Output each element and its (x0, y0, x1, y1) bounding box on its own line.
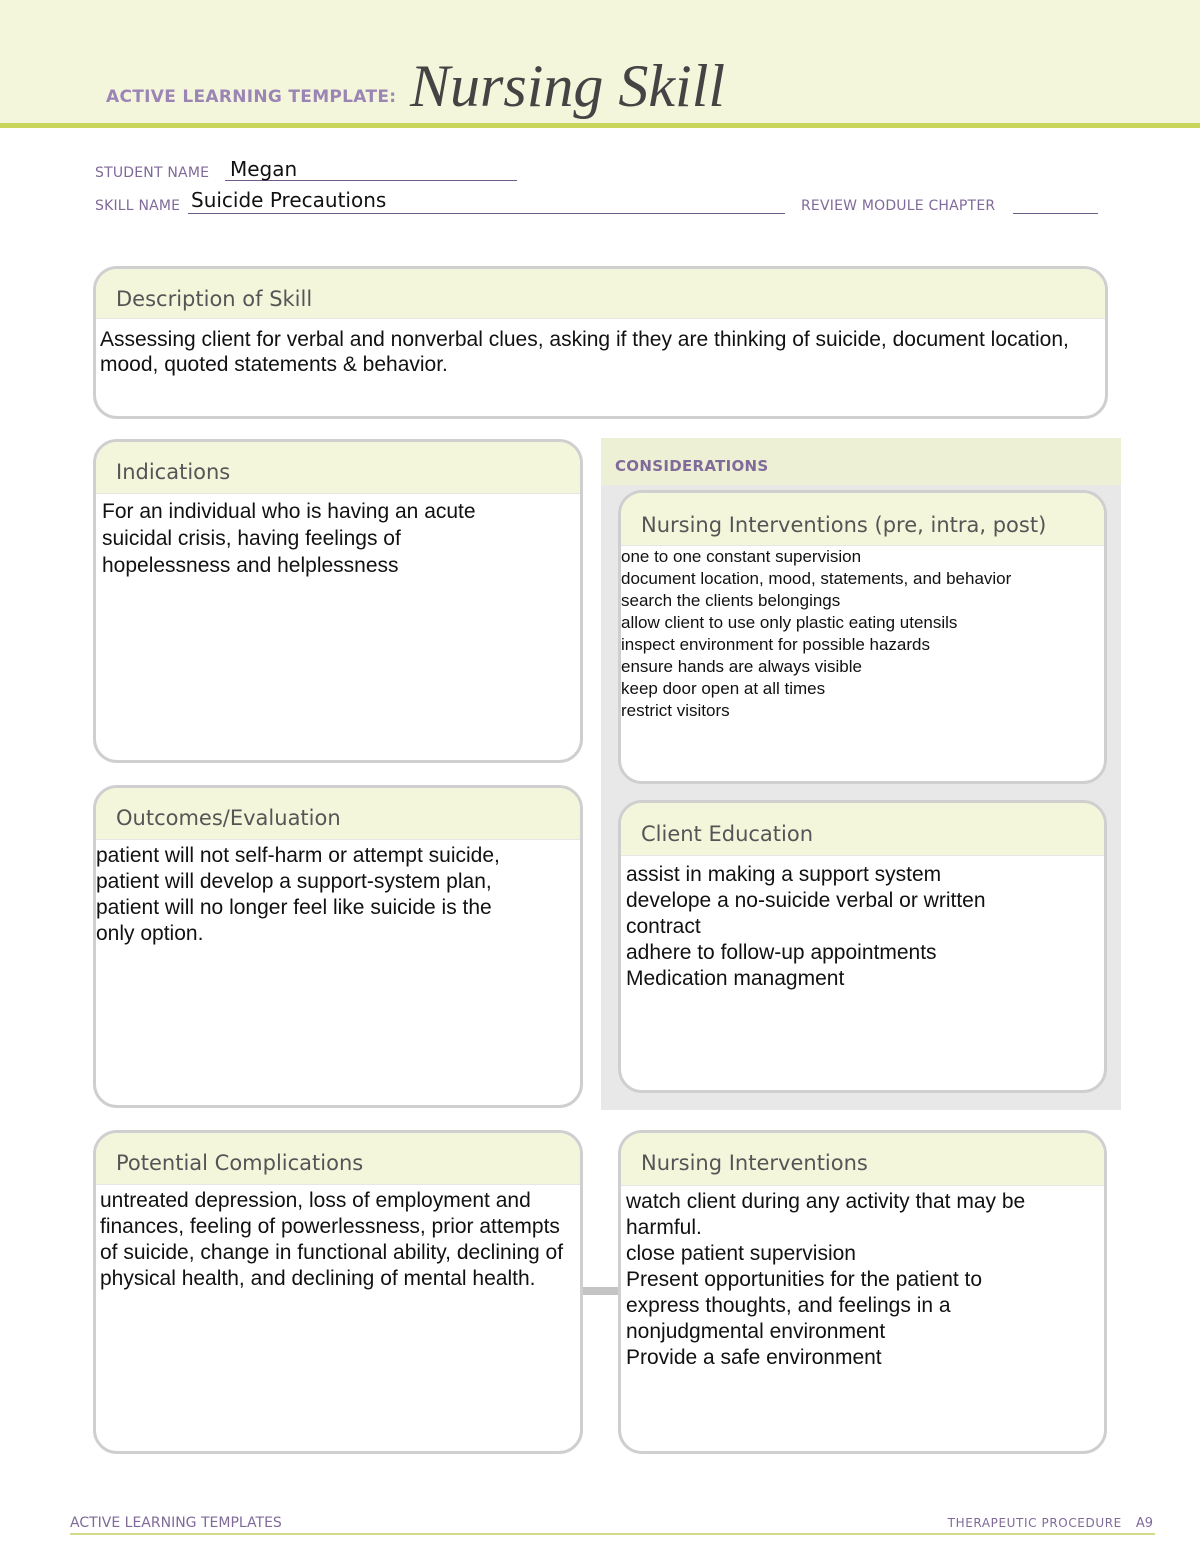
header-banner (0, 0, 1200, 128)
footer-left-label: ACTIVE LEARNING TEMPLATES (70, 1515, 282, 1531)
nursing-interventions-pre-title: Nursing Interventions (pre, intra, post) (621, 493, 1104, 546)
list-item: contract (626, 915, 701, 938)
outcomes-list (96, 840, 580, 947)
page-number: A9 (1135, 1516, 1153, 1531)
list-item: restrict visitors (621, 701, 730, 720)
skill-name-label: SKILL NAME (95, 198, 181, 214)
student-name-label: STUDENT NAME (95, 165, 210, 181)
indications-section (93, 439, 583, 763)
list-item: harmful. (626, 1216, 702, 1239)
section-connector (583, 1287, 621, 1295)
footer-right (948, 1516, 1153, 1531)
list-item: develope a no-suicide verbal or written (626, 889, 986, 912)
list-item: patient will not self-harm or attempt suicide, (96, 844, 500, 867)
list-item: keep door open at all times (621, 679, 826, 698)
list-item: watch client during any activity that may be (626, 1190, 1026, 1213)
nursing-interventions-list (621, 1186, 1104, 1371)
list-item: Medication managment (626, 967, 845, 990)
indications-title: Indications (96, 442, 580, 494)
potential-complications-section (93, 1130, 583, 1454)
nursing-interventions-title: Nursing Interventions (621, 1133, 1104, 1186)
list-item: close patient supervision (626, 1242, 856, 1265)
footer-divider (70, 1533, 1155, 1535)
student-name-field[interactable]: Megan (230, 157, 298, 181)
description-section (93, 266, 1108, 419)
list-item: Present opportunities for the patient to (626, 1268, 983, 1291)
page-title: Nursing Skill (410, 53, 726, 119)
potential-complications-text: untreated depression, loss of employment and finances, feeling of powerlessness, prior attempts of suicide, change in functional ability, declining of physical health, and declining of mental health. (100, 1189, 564, 1290)
list-item: express thoughts, and feelings in a (626, 1294, 951, 1317)
review-module-line (1013, 213, 1098, 214)
indications-text: For an individual who is having an acute suicidal crisis, having feelings of hopelessness and helplessness (102, 500, 476, 577)
list-item: search the clients belongings (621, 591, 841, 610)
template-label: ACTIVE LEARNING TEMPLATE: (106, 87, 397, 107)
nursing-interventions-pre-list (621, 546, 1104, 722)
list-item: patient will no longer feel like suicide is the (96, 896, 492, 919)
outcomes-title: Outcomes/Evaluation (96, 788, 580, 840)
review-module-label: REVIEW MODULE CHAPTER (801, 198, 996, 214)
nursing-interventions-section (618, 1130, 1107, 1454)
list-item: adhere to follow-up appointments (626, 941, 937, 964)
list-item: Provide a safe environment (626, 1346, 882, 1369)
list-item: only option. (96, 922, 204, 945)
list-item: assist in making a support system (626, 863, 942, 886)
list-item: allow client to use only plastic eating utensils (621, 613, 958, 632)
considerations-title: CONSIDERATIONS (615, 457, 769, 475)
footer-right-label: THERAPEUTIC PROCEDURE (947, 1516, 1122, 1530)
list-item: patient will develop a support-system plan, (96, 870, 492, 893)
list-item: ensure hands are always visible (621, 657, 862, 676)
description-text: Assessing client for verbal and nonverbal clues, asking if they are thinking of suicide, document location, mood, quoted statements & behavior. (100, 328, 1069, 376)
skill-name-line (188, 213, 785, 214)
list-item: one to one constant supervision (621, 547, 862, 566)
list-item: document location, mood, statements, and behavior (621, 569, 1012, 588)
nursing-interventions-pre-section (618, 490, 1107, 784)
client-education-section (618, 800, 1107, 1093)
list-item: nonjudgmental environment (626, 1320, 886, 1343)
potential-complications-title: Potential Complications (96, 1133, 580, 1185)
client-education-list (621, 856, 1104, 992)
skill-name-field[interactable]: Suicide Precautions (191, 188, 387, 212)
client-education-title: Client Education (621, 803, 1104, 856)
list-item: inspect environment for possible hazards (621, 635, 930, 654)
outcomes-section (93, 785, 583, 1108)
description-title: Description of Skill (96, 269, 1105, 319)
